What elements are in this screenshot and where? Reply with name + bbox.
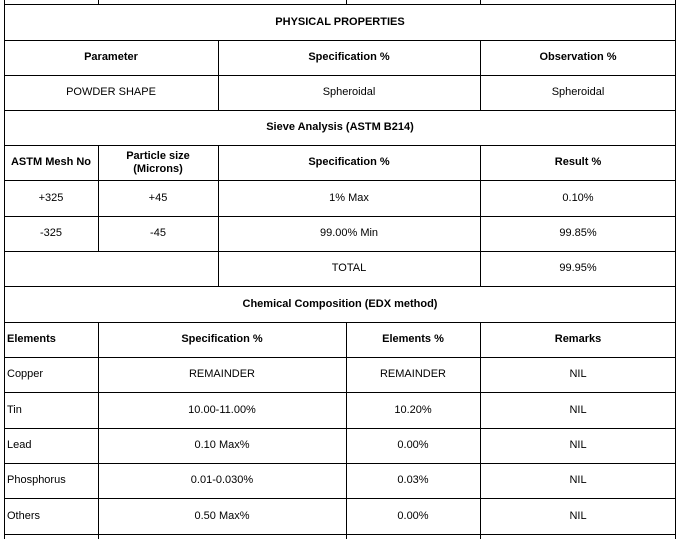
chemical-title: Chemical Composition (EDX method): [242, 297, 438, 310]
header-particle-line2: (Microns): [133, 162, 183, 175]
table-cell: NIL: [569, 368, 587, 380]
header-elements-pct: Elements %: [382, 333, 444, 345]
table-cell: Lead: [7, 439, 32, 451]
table-cell: Phosphorus: [7, 474, 66, 486]
sieve-title: Sieve Analysis (ASTM B214): [266, 121, 414, 133]
table-cell: 0.00%: [397, 439, 429, 451]
table-cell: REMAINDER: [379, 368, 446, 380]
specification-value: Spheroidal: [322, 86, 376, 98]
header-result: Result %: [554, 156, 602, 168]
table-cell: 0.01-0.030%: [190, 474, 254, 486]
total-result: 99.95%: [559, 262, 597, 274]
table-cell: Others: [7, 509, 41, 522]
header-mesh: ASTM Mesh No: [10, 156, 92, 168]
table-cell: -325: [39, 227, 63, 239]
physical-title: PHYSICAL PROPERTIES: [275, 15, 405, 28]
table-cell: 0.10 Max%: [194, 439, 250, 451]
table-cell: NIL: [569, 509, 587, 522]
table-cell: NIL: [569, 474, 587, 486]
header-particle-size: [98, 145, 218, 180]
table-cell: +325: [38, 191, 64, 204]
total-label: TOTAL: [331, 262, 367, 274]
table-cell: -45: [150, 227, 166, 239]
table-cell: 10.20%: [394, 403, 432, 416]
table-cell: 0.50 Max%: [194, 509, 250, 522]
table-cell: 99.85%: [559, 227, 597, 239]
header-chem-specification: Specification %: [181, 333, 263, 345]
table-cell: 0.10%: [562, 191, 594, 204]
header-remarks: Remarks: [554, 333, 602, 345]
parameter-value: POWDER SHAPE: [66, 86, 156, 98]
table-cell: 0.03%: [397, 474, 429, 486]
header-sieve-specification: Specification %: [308, 156, 390, 168]
table-cell: 1% Max: [329, 191, 369, 204]
table-cell: NIL: [569, 403, 587, 416]
header-specification: Specification %: [308, 51, 390, 63]
header-particle-line1: Particle size: [126, 149, 190, 162]
table-cell: Tin: [7, 403, 22, 416]
table-cell: 10.00-11.00%: [188, 403, 256, 416]
table-cell: +45: [148, 191, 168, 204]
table-cell: 0.00%: [397, 509, 429, 522]
table-cell: NIL: [569, 439, 587, 451]
table-cell: Copper: [7, 368, 44, 380]
rule: [4, 534, 676, 535]
observation-value: Spheroidal: [551, 86, 605, 98]
table-cell: REMAINDER: [188, 368, 255, 380]
header-observation: Observation %: [539, 51, 617, 63]
header-parameter: Parameter: [84, 51, 138, 63]
table-cell: 99.00% Min: [319, 227, 379, 239]
header-elements: Elements: [7, 333, 56, 345]
